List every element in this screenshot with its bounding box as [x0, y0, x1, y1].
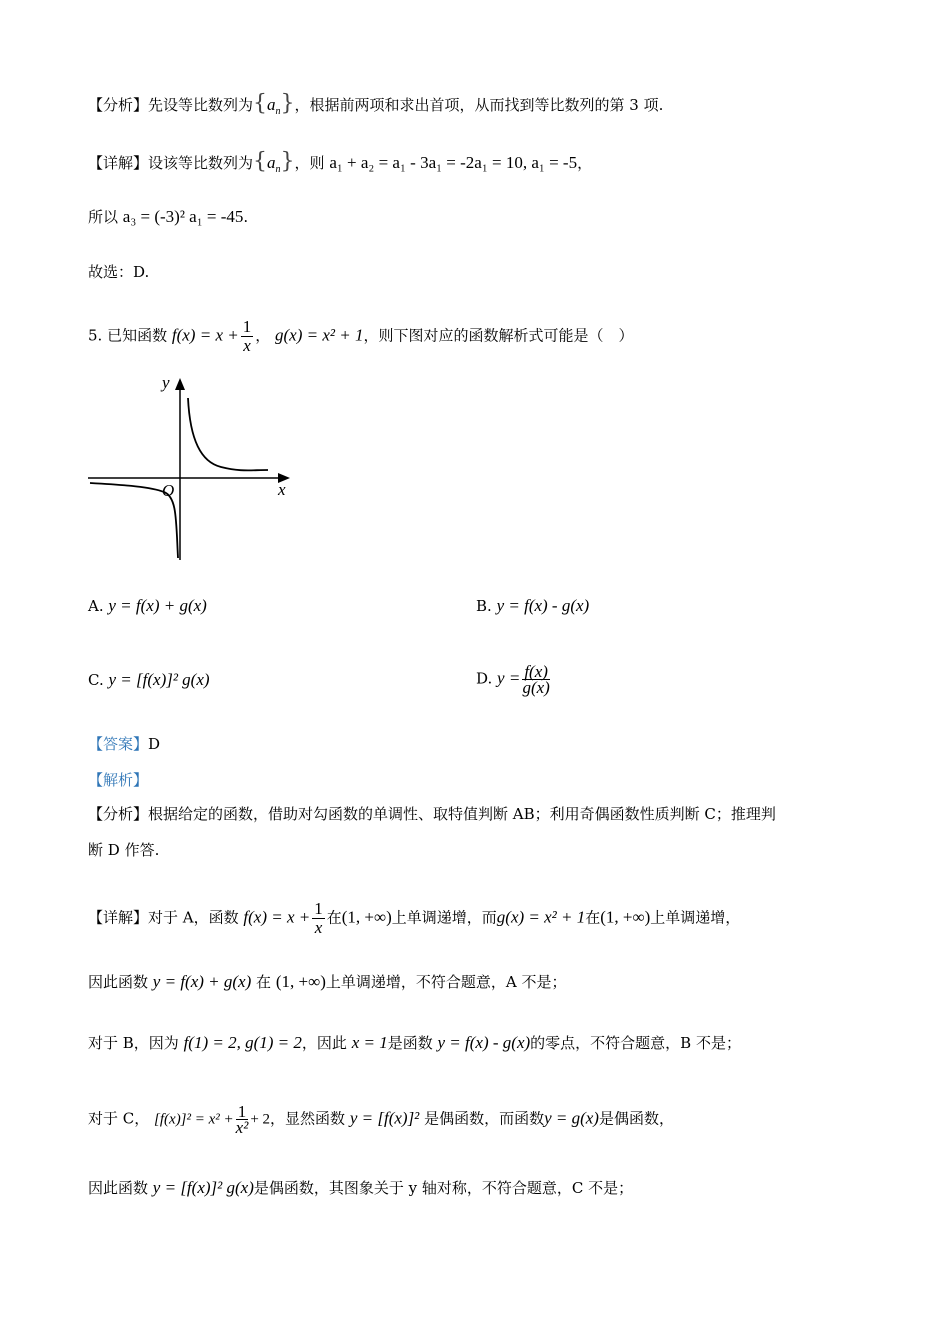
analysis-2-line-1: 【分析】根据给定的函数，借助对勾函数的单调性、取特值判断 AB；利用奇偶函数性质判断 C；推理判	[88, 805, 776, 823]
seq-an: $a_n$	[267, 95, 281, 117]
square-expression: [f(x)]² = x² +	[154, 1111, 234, 1128]
detail-b	[88, 1033, 741, 1053]
text: 上单调递增，	[650, 908, 741, 927]
text: 上单调递增，不符合题意，A 不是；	[325, 973, 567, 991]
text: 对于 C，	[88, 1109, 150, 1128]
jiexi-tag: 【解析】	[88, 771, 149, 789]
text: 【分析】先设等比数列为	[88, 96, 254, 114]
frac-num: 1	[236, 1104, 249, 1120]
option-fraction	[522, 664, 550, 695]
g-definition: g(x) = x² + 1	[275, 325, 364, 345]
frac-num: 1	[242, 317, 252, 336]
f-definition: f(x) = x +	[243, 907, 311, 927]
interval: (1, +∞)	[275, 972, 326, 991]
text: 在	[326, 908, 342, 927]
detail-a-2	[88, 972, 566, 992]
x-value: x = 1	[351, 1033, 388, 1052]
frac-den: x²	[235, 1118, 249, 1137]
text: ，显然函数	[270, 1109, 346, 1128]
expression: y = [f(x)]² g(x)	[152, 1178, 254, 1197]
question-5	[88, 318, 633, 355]
text: 是函数	[387, 1034, 433, 1052]
text: ，根据前两项和求出首项，从而找到等比数列的第 3 项.	[294, 96, 664, 114]
text: 所以	[88, 208, 119, 226]
values: f(1) = 2, g(1) = 2	[183, 1033, 302, 1052]
interval: (1, +∞)	[600, 907, 651, 927]
text: 5. 已知函数	[88, 326, 168, 345]
fraction	[241, 318, 254, 355]
frac-den: x	[243, 336, 251, 355]
text: 是偶函数，其图象关于 y 轴对称，不符合题意，C 不是；	[253, 1179, 634, 1197]
text: 在	[256, 973, 272, 991]
text: 是偶函数，而函数	[424, 1109, 545, 1128]
detail-c	[88, 1104, 674, 1135]
answer-value: D	[148, 735, 161, 753]
option-label: B.	[476, 597, 492, 615]
option-label: D.	[476, 669, 493, 688]
frac-num: 1	[314, 899, 323, 918]
text: 因此函数	[88, 1179, 149, 1197]
expression: y = [f(x)]²	[349, 1108, 420, 1128]
option-expression: y = [f(x)]² g(x)	[108, 670, 210, 689]
brace-left: {	[253, 149, 268, 174]
text: .	[243, 208, 249, 226]
option-expression: y = f(x) - g(x)	[496, 596, 590, 615]
detail-a	[88, 900, 740, 937]
text: 上单调递增，而	[391, 908, 497, 927]
brace-left: {	[253, 91, 268, 116]
function-graph	[86, 370, 301, 565]
answer-line	[88, 734, 160, 754]
choose-line: 故选：D.	[88, 263, 150, 281]
y-label: y	[162, 373, 170, 392]
text: ，	[577, 154, 593, 172]
analysis-line-1	[88, 91, 664, 122]
y-axis-arrow	[175, 378, 185, 390]
curve-right-branch	[188, 398, 268, 470]
brace-right: }	[280, 149, 295, 174]
option-a	[88, 596, 207, 616]
option-label: A.	[88, 597, 104, 615]
text: ，则下图对应的函数解析式可能是（ ）	[363, 326, 634, 345]
text: ，因此	[301, 1034, 347, 1052]
text: ，则	[294, 154, 325, 172]
expression: y = f(x) + g(x)	[152, 972, 252, 991]
f-definition: f(x) = x +	[171, 325, 239, 345]
frac-num: f(x)	[524, 662, 548, 681]
option-d	[476, 664, 552, 695]
text: 【详解】设该等比数列为	[88, 154, 254, 172]
frac-den: g(x)	[522, 678, 550, 697]
text: 对于 B，因为	[88, 1034, 179, 1052]
text: 【详解】对于 A，函数	[88, 908, 239, 927]
origin-label: O	[162, 481, 175, 500]
fraction	[312, 900, 325, 937]
answer-tag: 【答案】	[88, 735, 149, 753]
equation: a₁ + a₂ = a₁ - 3a₁ = -2a₁ = 10, a₁ = -5	[329, 153, 578, 172]
interval: (1, +∞)	[341, 907, 392, 927]
expression: y = g(x)	[544, 1108, 599, 1128]
option-c	[88, 670, 210, 690]
fraction	[236, 1104, 249, 1135]
brace-right: }	[280, 91, 295, 116]
option-b	[476, 596, 589, 616]
text: 在	[585, 908, 601, 927]
text: 的零点，不符合题意，B 不是；	[530, 1034, 741, 1052]
expression: y = f(x) - g(x)	[437, 1033, 531, 1052]
frac-den: x	[314, 918, 323, 937]
seq-an: $a_n$	[267, 153, 281, 175]
text: 因此函数	[88, 973, 149, 991]
so-line	[88, 207, 248, 227]
option-expression: y = f(x) + g(x)	[108, 596, 207, 615]
x-label: x	[278, 480, 286, 499]
option-label: C.	[88, 671, 104, 689]
detail-line-1	[88, 149, 593, 180]
text: ，	[255, 326, 271, 345]
text: 是偶函数，	[598, 1109, 674, 1128]
plus-two: + 2	[250, 1111, 271, 1128]
option-lhs: y =	[497, 668, 521, 688]
analysis-2-line-2: 断 D 作答.	[88, 841, 160, 859]
detail-c-2	[88, 1178, 633, 1198]
g-definition: g(x) = x² + 1	[496, 907, 586, 927]
equation: a₃ = (-3)² a₁ = -45	[122, 207, 244, 226]
